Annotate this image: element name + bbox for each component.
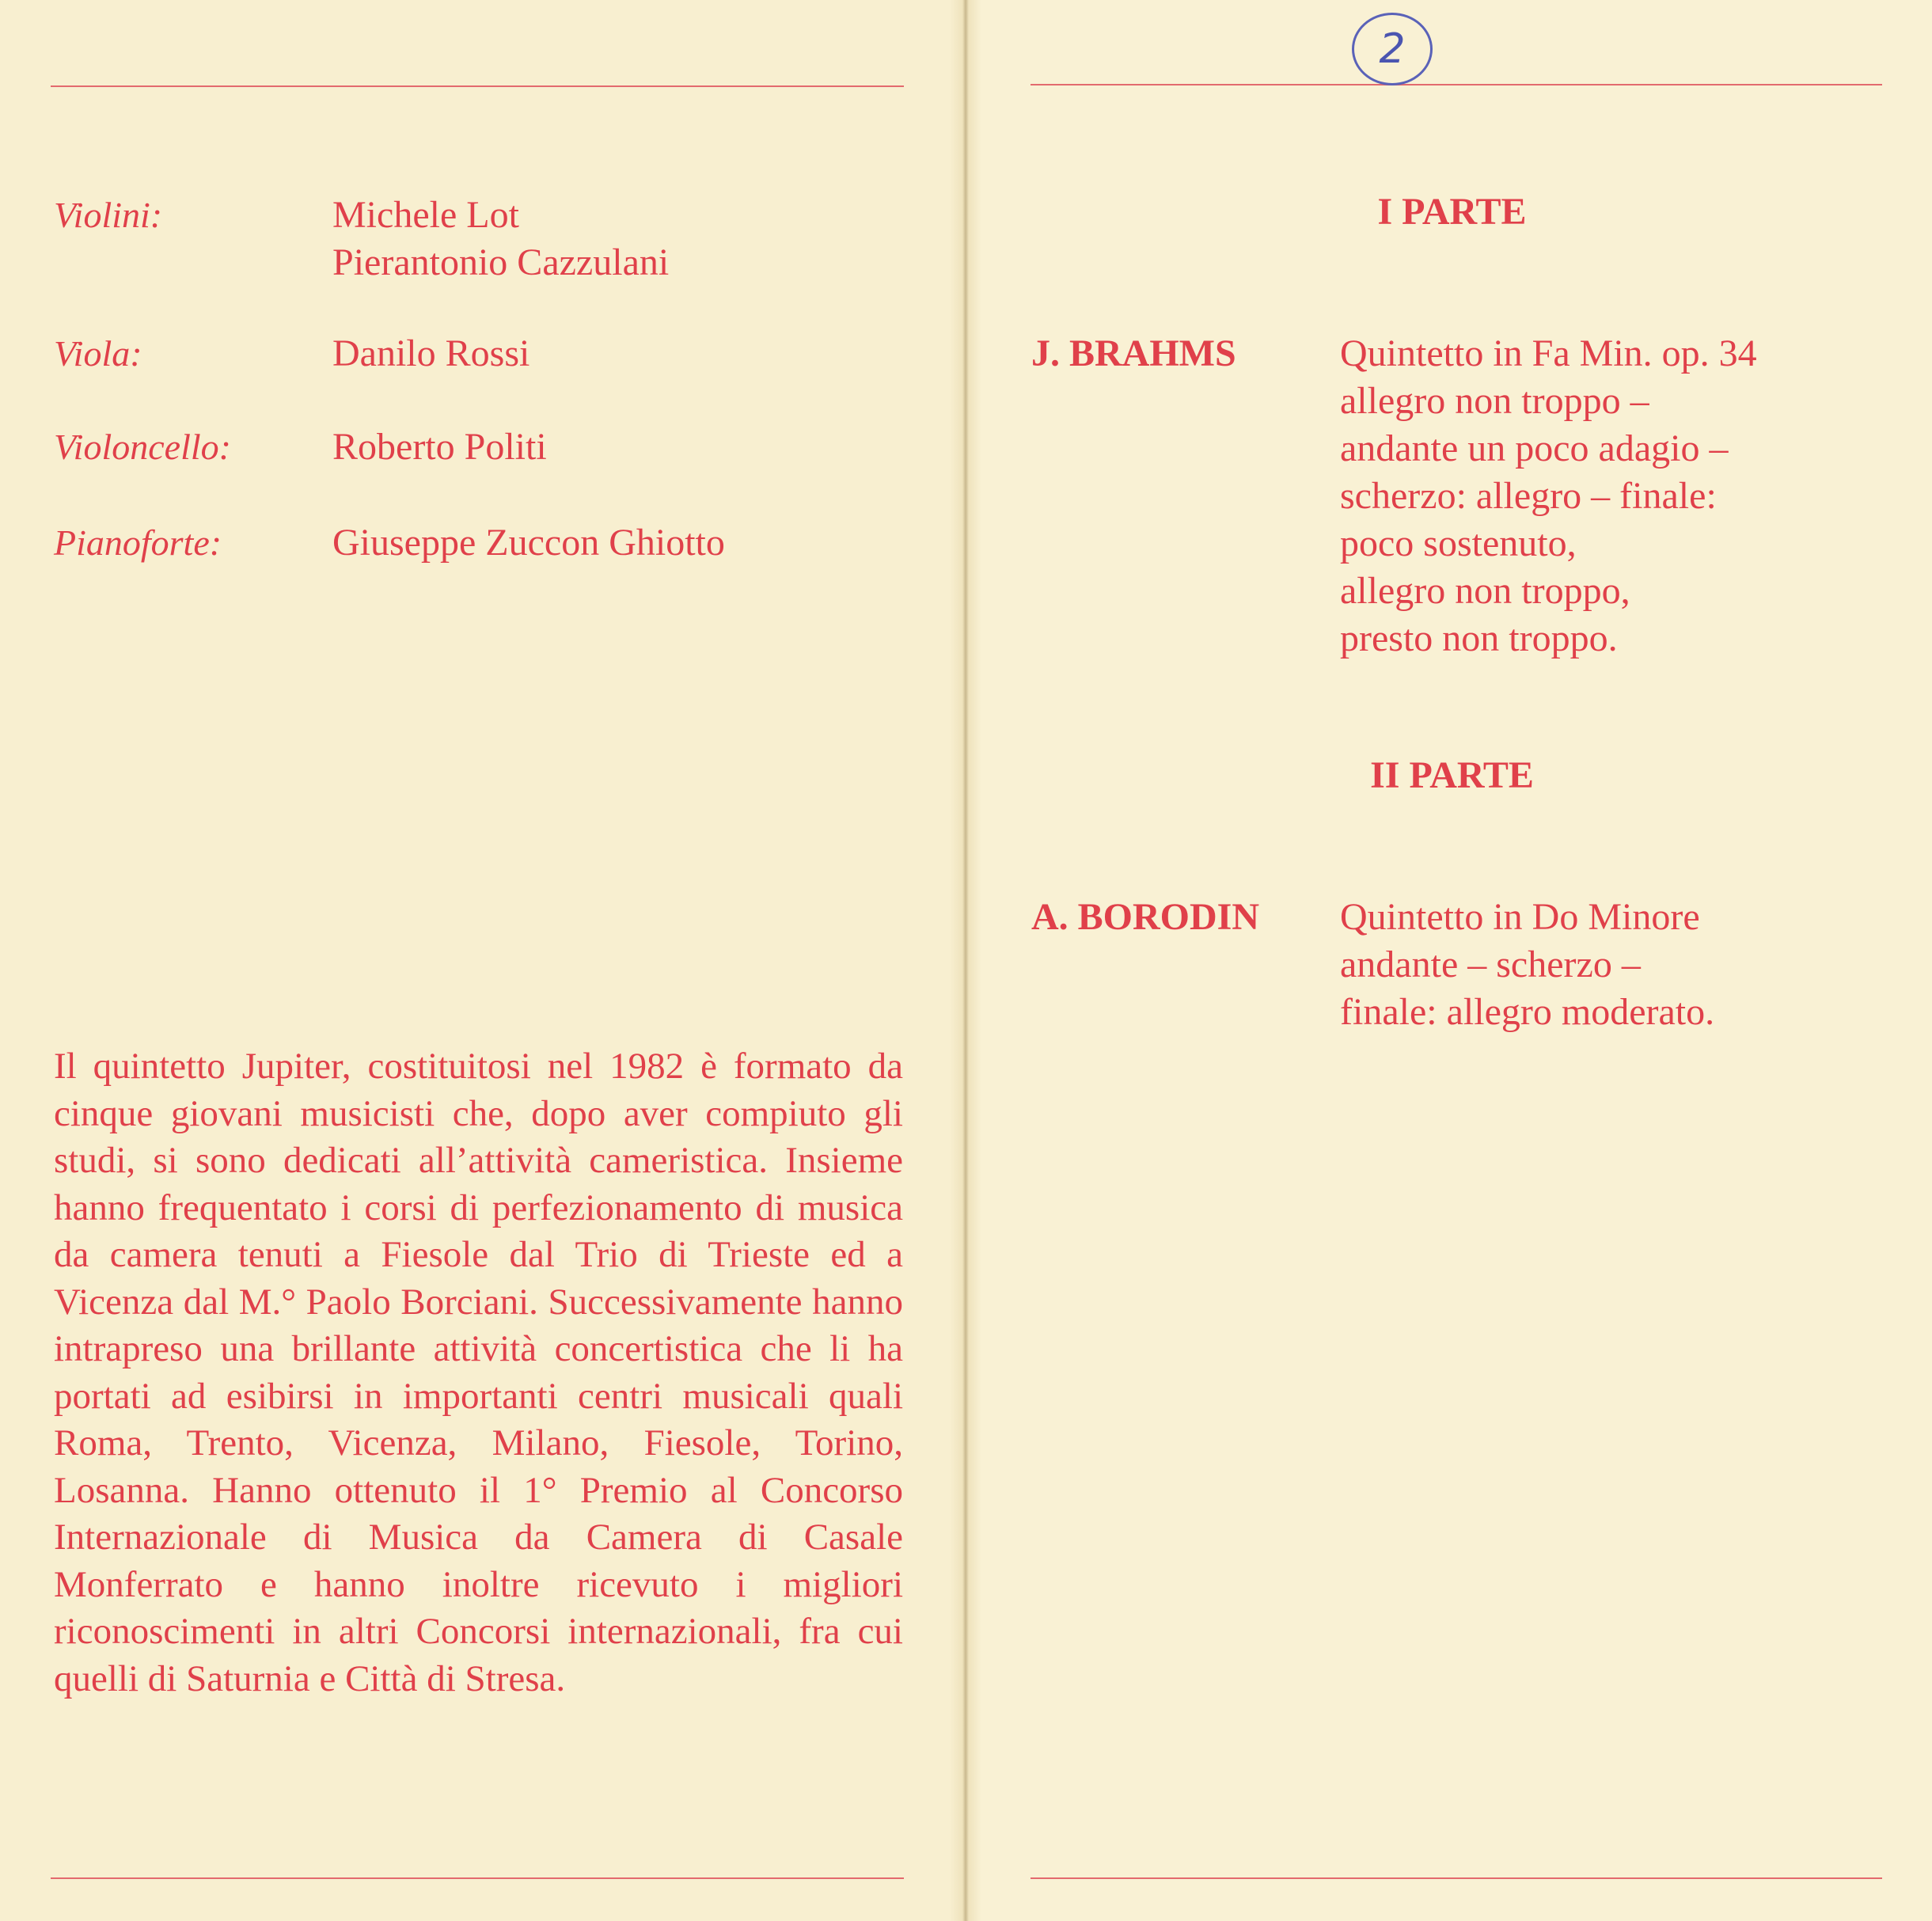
performer-name: Giuseppe Zuccon Ghiotto (332, 522, 725, 564)
names-viola (332, 330, 529, 378)
left-bottom-rule (51, 1877, 904, 1879)
work-line: presto non troppo. (1340, 617, 1618, 659)
role-violoncello: Violoncello: (54, 427, 231, 467)
work-line: Quintetto in Do Minore (1340, 896, 1700, 938)
performer-name: Michele Lot (332, 194, 519, 236)
names-pianoforte (332, 519, 725, 567)
ensemble-biography: Il quintetto Jupiter, costituitosi nel 1982 è formato da cinque giovani musicisti che, dopo aver compiuto gli studi, si sono dedicati all’attività cameristica. Insieme hanno frequentato i corsi di perfezionamento di musica da camera tenuti a Fiesole dal Trio di Trieste ed a Vicenza dal M.° Paolo Borciani. Successivamente hanno intrapreso una brillante attività concertistica che li ha portati ad esibirsi in importanti centri musicali quali Roma, Trento, Vicenza, Milano, Fiesole, Torino, Losanna. Hanno ottenuto il 1° Premio al Concorso Internazionale di Musica da Camera di Casale Monferrato e hanno inoltre ricevuto i migliori riconoscimenti in altri Concorsi internazionali, fra cui quelli di Saturnia e Città di Stresa. (54, 1046, 903, 1699)
work-line: allegro non troppo – (1340, 380, 1649, 422)
role-viola: Viola: (54, 333, 142, 374)
left-top-rule (51, 85, 904, 87)
work-line: allegro non troppo, (1340, 570, 1630, 612)
center-fold (950, 0, 981, 1921)
performer-name: Danilo Rossi (332, 332, 530, 374)
work-brahms (1340, 330, 1757, 662)
work-borodin (1340, 894, 1714, 1036)
names-violoncello (332, 423, 547, 471)
right-top-rule (1031, 84, 1882, 85)
work-line: andante un poco adagio – (1340, 427, 1729, 469)
role-violini: Violini: (54, 195, 163, 235)
part-2-title: II PARTE (1370, 754, 1534, 796)
performer-name: Pierantonio Cazzulani (332, 241, 670, 283)
work-line: poco sostenuto, (1340, 522, 1577, 564)
page-number-stamp: 2 (1352, 13, 1433, 85)
composer-brahms: J. BRAHMS (1031, 332, 1236, 374)
role-pianoforte: Pianoforte: (54, 522, 222, 563)
composer-borodin: A. BORODIN (1031, 896, 1260, 938)
performer-name: Roberto Politi (332, 426, 547, 468)
part-1-title: I PARTE (1377, 191, 1527, 233)
names-violini (332, 192, 669, 287)
work-line: finale: allegro moderato. (1340, 991, 1715, 1033)
work-line: Quintetto in Fa Min. op. 34 (1340, 332, 1757, 374)
work-line: scherzo: allegro – finale: (1340, 475, 1717, 517)
right-bottom-rule (1031, 1877, 1882, 1879)
work-line: andante – scherzo – (1340, 943, 1641, 985)
